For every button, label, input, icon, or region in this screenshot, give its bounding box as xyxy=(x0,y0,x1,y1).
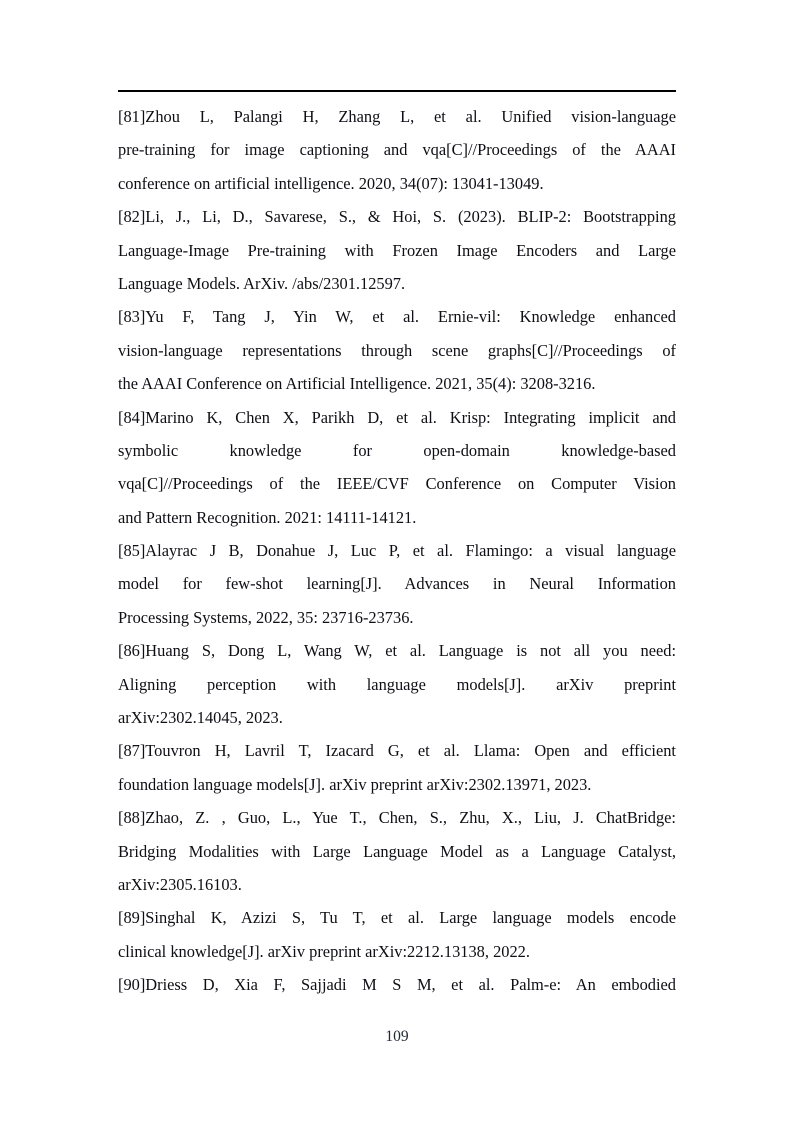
reference-line: [88]Zhao, Z. , Guo, L., Yue T., Chen, S., Zhu, X., Liu, J. ChatBridge: xyxy=(118,808,676,828)
reference-line: symbolic knowledge for open-domain knowledge-based xyxy=(118,440,676,460)
reference-line: the AAAI Conference on Artificial Intelligence. 2021, 35(4): 3208-3216. xyxy=(118,374,596,394)
reference-item xyxy=(118,734,676,801)
reference-line: and Pattern Recognition. 2021: 14111-14121. xyxy=(118,507,417,527)
reference-line: [85]Alayrac J B, Donahue J, Luc P, et al. Flamingo: a visual language xyxy=(118,541,676,561)
reference-line: vqa[C]//Proceedings of the IEEE/CVF Conference on Computer Vision xyxy=(118,474,676,494)
reference-line: Aligning perception with language models[J]. arXiv preprint xyxy=(118,674,676,694)
reference-line: [82]Li, J., Li, D., Savarese, S., & Hoi, S. (2023). BLIP-2: Bootstrapping xyxy=(118,207,676,227)
reference-line: [81]Zhou L, Palangi H, Zhang L, et al. Unified vision-language xyxy=(118,107,676,126)
reference-line: vision-language representations through scene graphs[C]//Proceedings of xyxy=(118,340,676,360)
page-number: 109 xyxy=(385,1028,409,1045)
reference-item xyxy=(118,200,676,300)
reference-line: Language Models. ArXiv. /abs/2301.12597. xyxy=(118,273,406,293)
reference-line: [90]Driess D, Xia F, Sajjadi M S M, et al. Palm-e: An embodied xyxy=(118,975,676,995)
reference-item xyxy=(118,300,676,400)
header-rule xyxy=(118,90,676,92)
reference-line: [87]Touvron H, Lavril T, Izacard G, et al. Llama: Open and efficient xyxy=(118,741,676,761)
references-list xyxy=(118,100,676,1002)
reference-item xyxy=(118,901,676,968)
reference-line: arXiv:2305.16103. xyxy=(118,874,242,894)
reference-line: Language-Image Pre-training with Frozen Image Encoders and Large xyxy=(118,240,676,260)
reference-line: [86]Huang S, Dong L, Wang W, et al. Language is not all you need: xyxy=(118,641,676,661)
reference-line: [84]Marino K, Chen X, Parikh D, et al. Krisp: Integrating implicit and xyxy=(118,407,676,427)
reference-line: foundation language models[J]. arXiv preprint arXiv:2302.13971, 2023. xyxy=(118,774,592,794)
reference-line: Bridging Modalities with Large Language Model as a Language Catalyst, xyxy=(118,841,676,861)
reference-line: arXiv:2302.14045, 2023. xyxy=(118,708,283,728)
reference-line: conference on artificial intelligence. 2020, 34(07): 13041-13049. xyxy=(118,173,544,193)
reference-line: model for few-shot learning[J]. Advances in Neural Information xyxy=(118,574,676,594)
reference-item xyxy=(118,968,676,1001)
reference-item xyxy=(118,534,676,634)
reference-item xyxy=(118,100,676,200)
reference-line: [83]Yu F, Tang J, Yin W, et al. Ernie-vil: Knowledge enhanced xyxy=(118,307,676,327)
reference-line: clinical knowledge[J]. arXiv preprint arXiv:2212.13138, 2022. xyxy=(118,941,530,961)
reference-item xyxy=(118,801,676,901)
reference-item xyxy=(118,634,676,734)
reference-line: Processing Systems, 2022, 35: 23716-23736. xyxy=(118,607,414,627)
reference-item xyxy=(118,401,676,535)
reference-line: pre-training for image captioning and vqa[C]//Proceedings of the AAAI xyxy=(118,140,676,160)
reference-line: [89]Singhal K, Azizi S, Tu T, et al. Large language models encode xyxy=(118,908,676,928)
